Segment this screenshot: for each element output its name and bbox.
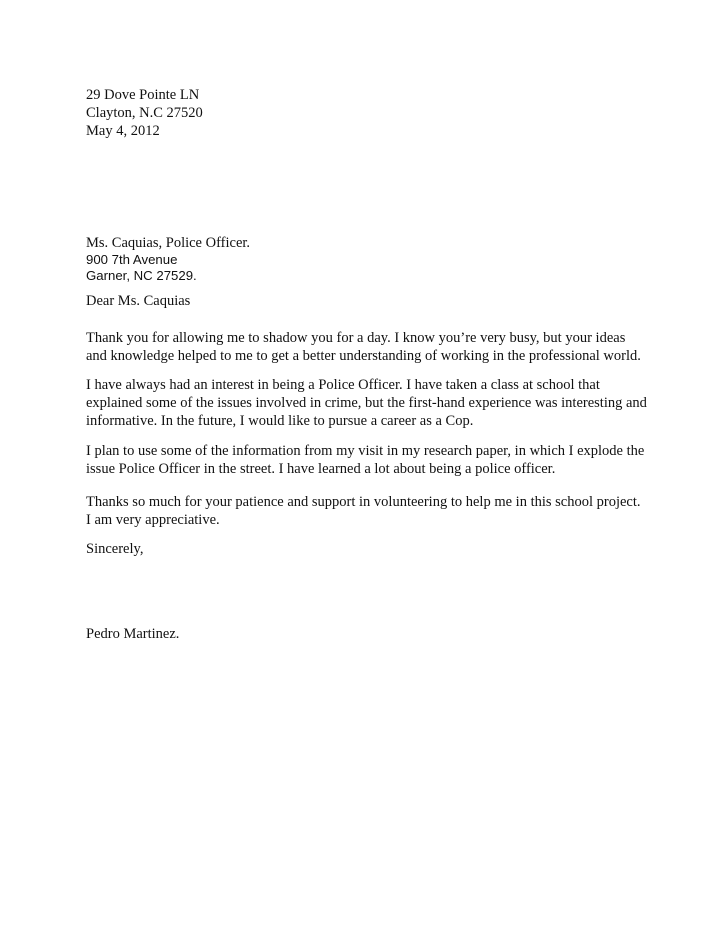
signature-name: Pedro Martinez.	[86, 626, 180, 642]
letter-date: May 4, 2012	[86, 123, 160, 139]
paragraph-line: informative. In the future, I would like to pursue a career as a Cop.	[86, 413, 474, 429]
salutation	[86, 292, 666, 310]
closing-text: Sincerely,	[86, 541, 144, 557]
recipient-street: 900 7th Avenue	[86, 252, 178, 267]
sender-street: 29 Dove Pointe LN	[86, 87, 200, 103]
paragraph-4	[86, 493, 666, 529]
paragraph-line: and knowledge helped to me to get a better understanding of working in the professional world.	[86, 348, 641, 364]
paragraph-line: Thanks so much for your patience and support in volunteering to help me in this school project.	[86, 494, 641, 510]
paragraph-line: explained some of the issues involved in crime, but the first-hand experience was interesting and	[86, 395, 647, 411]
recipient-name-title: Ms. Caquias, Police Officer.	[86, 235, 251, 251]
paragraph-line: I am very appreciative.	[86, 512, 220, 528]
paragraph-line: I have always had an interest in being a Police Officer. I have taken a class at school that	[86, 377, 600, 393]
sender-city-state-zip: Clayton, N.C 27520	[86, 105, 203, 121]
salutation-text: Dear Ms. Caquias	[86, 293, 191, 309]
paragraph-line: I plan to use some of the information from my visit in my research paper, in which I explode the	[86, 443, 645, 459]
recipient-city-state-zip: Garner, NC 27529.	[86, 268, 197, 283]
closing	[86, 540, 666, 558]
paragraph-line: issue Police Officer in the street. I have learned a lot about being a police officer.	[86, 461, 556, 477]
sender-address	[86, 86, 666, 140]
signature	[86, 625, 666, 643]
paragraph-line: Thank you for allowing me to shadow you for a day. I know you’re very busy, but your ideas	[86, 330, 626, 346]
paragraph-1	[86, 329, 666, 365]
recipient-address	[86, 234, 666, 284]
paragraph-3	[86, 442, 666, 478]
paragraph-2	[86, 376, 666, 430]
